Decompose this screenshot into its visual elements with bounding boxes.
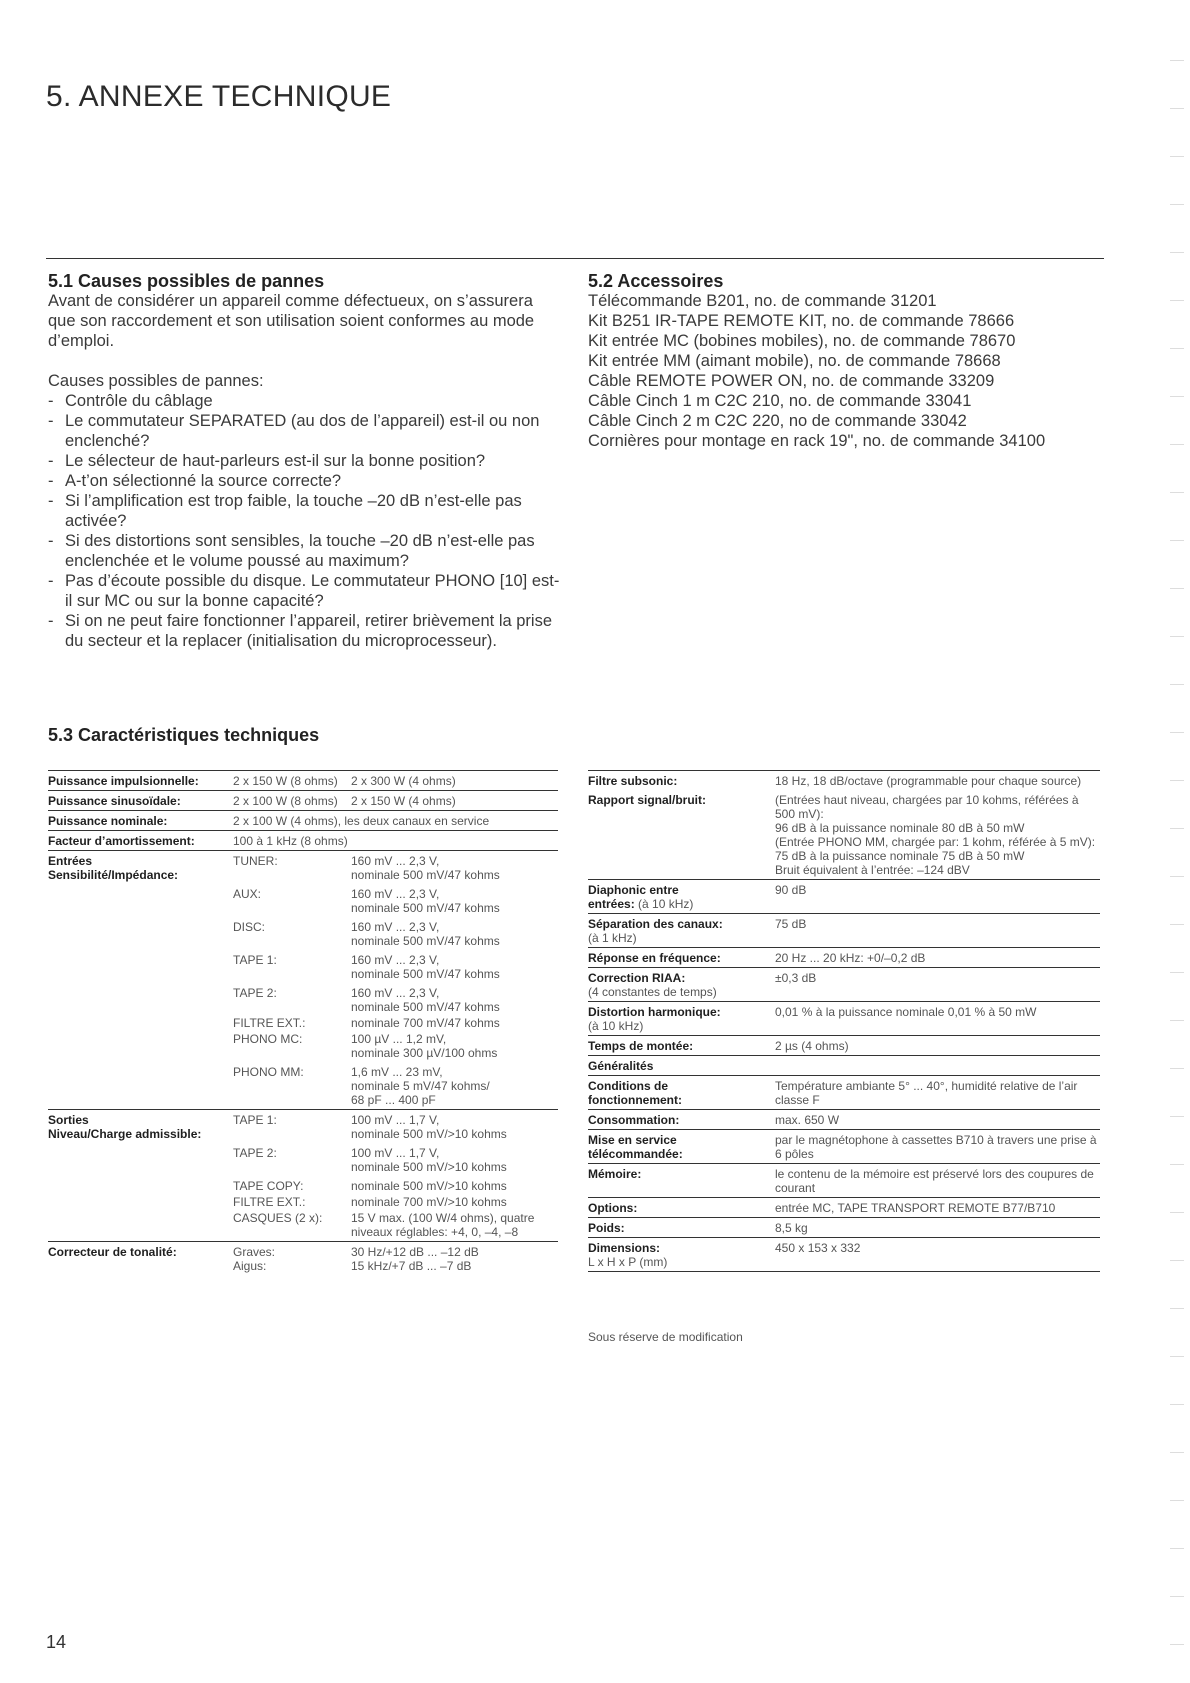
spec-value: 2 x 100 W (8 ohms) — [233, 791, 351, 811]
spec-value — [351, 1110, 558, 1144]
spec-subname: TAPE COPY: — [233, 1179, 304, 1193]
table-row — [48, 1143, 558, 1176]
spec-value — [351, 1032, 558, 1062]
spec-value — [351, 1062, 558, 1110]
section-troubleshooting — [48, 271, 563, 651]
accessories-heading: 5.2 Accessoires — [588, 271, 724, 291]
table-row — [48, 771, 558, 791]
troubleshooting-list — [48, 391, 563, 651]
list-item: - Si l’amplification est trop faible, la touche –20 dB n’est-elle pas activée? — [48, 491, 563, 531]
spec-label — [588, 880, 775, 914]
margin-mark — [1170, 1452, 1184, 1453]
spec-value — [351, 884, 558, 917]
table-row — [588, 1238, 1100, 1272]
spec-label — [588, 1076, 775, 1110]
spec-value-line: nominale 500 mV/47 kohms — [351, 868, 500, 882]
table-row — [588, 1110, 1100, 1130]
spec-value — [351, 851, 558, 885]
table-row — [588, 948, 1100, 968]
spec-value-line: nominale 500 mV/>10 kohms — [351, 1160, 507, 1174]
table-row — [588, 1218, 1100, 1238]
spec-label-line: Sorties — [48, 1113, 89, 1127]
spec-value-line: Bruit équivalent à l’entrée: –124 dBV — [775, 863, 970, 877]
specs-table-left — [48, 770, 558, 1275]
troubleshooting-heading: 5.1 Causes possibles de pannes — [48, 271, 325, 291]
spec-subname: TAPE 2: — [233, 1146, 277, 1160]
spec-label: Facteur d’amortissement: — [48, 831, 233, 851]
spec-value: 18 Hz, 18 dB/octave (programmable pour chaque source) — [775, 771, 1100, 791]
spec-subname: TAPE 2: — [233, 986, 277, 1000]
table-row — [48, 831, 558, 851]
spec-value: 450 x 153 x 332 — [775, 1238, 1100, 1272]
list-item: Câble Cinch 2 m C2C 220, no de commande 33042 — [588, 412, 967, 430]
spec-subname: FILTRE EXT.: — [233, 1195, 306, 1209]
margin-mark — [1170, 732, 1184, 733]
margin-mark — [1170, 1644, 1184, 1645]
spec-group-label: Généralités — [588, 1056, 1100, 1076]
spec-subname — [233, 1242, 351, 1276]
spec-value: 8,5 kg — [775, 1218, 1100, 1238]
spec-value: 2 x 150 W (8 ohms) — [233, 771, 351, 791]
spec-value: ±0,3 dB — [775, 968, 1100, 1002]
margin-mark — [1170, 300, 1184, 301]
margin-mark — [1170, 1212, 1184, 1213]
spec-label-sub: L x H x P (mm) — [588, 1255, 668, 1269]
margin-mark — [1170, 684, 1184, 685]
spec-value-line: 100 mV ... 1,7 V, — [351, 1113, 440, 1127]
spec-value-line: 1,6 mV ... 23 mV, — [351, 1065, 443, 1079]
spec-value — [351, 917, 558, 950]
table-row — [48, 1110, 558, 1144]
spec-value-line: 15 V max. (100 W/4 ohms), quatre — [351, 1211, 535, 1225]
margin-mark — [1170, 1260, 1184, 1261]
margin-mark — [1170, 1548, 1184, 1549]
disclaimer-note: Sous réserve de modification — [588, 1330, 743, 1344]
spec-subname: AUX: — [233, 887, 262, 901]
spec-label-line: entrées: — [588, 897, 635, 911]
spec-value-line: 75 dB à la puissance nominale 75 dB à 50 mW — [775, 849, 1025, 863]
spec-label-line: Mise en service — [588, 1133, 677, 1147]
spec-value: 2 x 300 W (4 ohms) — [351, 771, 558, 791]
page-title: 5. ANNEXE TECHNIQUE — [46, 80, 392, 113]
spec-value-line: nominale 500 mV/47 kohms — [351, 967, 500, 981]
margin-mark — [1170, 1164, 1184, 1165]
spec-value: 20 Hz ... 20 kHz: +0/–0,2 dB — [775, 948, 1100, 968]
table-row — [588, 1130, 1100, 1164]
table-row — [48, 851, 558, 885]
spec-label — [588, 914, 775, 948]
list-item: - Si des distortions sont sensibles, la touche –20 dB n’est-elle pas enclenchée et le volume poussé au maximum? — [48, 531, 563, 571]
list-item: - Si on ne peut faire fonctionner l’appareil, retirer brièvement la prise du secteur et la replacer (initialisation du microprocesseur). — [48, 611, 563, 651]
spec-value — [351, 1143, 558, 1176]
margin-mark — [1170, 972, 1184, 973]
spec-subname: FILTRE EXT.: — [233, 1016, 306, 1030]
margin-mark — [1170, 60, 1184, 61]
spec-label — [588, 1002, 775, 1036]
spec-value: 2 µs (4 ohms) — [775, 1036, 1100, 1056]
spec-value: 100 à 1 kHz (8 ohms) — [233, 831, 558, 851]
spec-value-line: nominale 500 mV/47 kohms — [351, 901, 500, 915]
table-row — [588, 914, 1100, 948]
spec-value: entrée MC, TAPE TRANSPORT REMOTE B77/B710 — [775, 1198, 1100, 1218]
margin-mark — [1170, 1308, 1184, 1309]
table-row — [588, 1198, 1100, 1218]
margin-mark — [1170, 780, 1184, 781]
spec-value: 75 dB — [775, 914, 1100, 948]
table-row — [48, 983, 558, 1016]
spec-label-line: Entrées — [48, 854, 93, 868]
spec-value: 2 x 100 W (4 ohms), les deux canaux en service — [233, 811, 558, 831]
troubleshooting-intro: Avant de considérer un appareil comme défectueux, on s’assurera que son raccordement et son utilisation soient conformes au mode d’emploi. — [48, 292, 535, 350]
spec-label: Mémoire: — [588, 1164, 775, 1198]
spec-label — [588, 1238, 775, 1272]
table-row — [588, 790, 1100, 880]
spec-subname: PHONO MC: — [233, 1032, 303, 1046]
spec-label-sub: (à 10 kHz) — [588, 1019, 644, 1033]
table-row — [588, 771, 1100, 791]
table-row — [48, 791, 558, 811]
spec-value-line: 160 mV ... 2,3 V, — [351, 920, 440, 934]
margin-mark — [1170, 492, 1184, 493]
table-row — [48, 811, 558, 831]
margin-mark — [1170, 1596, 1184, 1597]
spec-label-sub: (à 10 kHz) — [638, 897, 694, 911]
table-row — [48, 1195, 558, 1211]
margin-mark — [1170, 204, 1184, 205]
list-item: - Contrôle du câblage — [48, 391, 563, 411]
spec-value-line: niveaux réglables: +4, 0, –4, –8 — [351, 1225, 519, 1239]
spec-value — [351, 983, 558, 1016]
spec-value-line: 100 µV ... 1,2 mV, — [351, 1032, 447, 1046]
spec-label-line: télécommandée: — [588, 1147, 683, 1161]
spec-label-line: Niveau/Charge admissible: — [48, 1127, 202, 1141]
table-row — [48, 917, 558, 950]
specs-table-right — [588, 770, 1100, 1272]
spec-value — [351, 1211, 558, 1242]
spec-value-line: (Entrée PHONO MM, chargée par: 1 kohm, référée à 5 mV): — [775, 835, 1096, 849]
table-row — [48, 1016, 558, 1032]
margin-mark — [1170, 1116, 1184, 1117]
table-row — [588, 1036, 1100, 1056]
margin-mark — [1170, 396, 1184, 397]
list-item: Câble Cinch 1 m C2C 210, no. de commande 33041 — [588, 392, 972, 410]
margin-mark — [1170, 924, 1184, 925]
margin-mark — [1170, 1020, 1184, 1021]
spec-label: Temps de montée: — [588, 1036, 775, 1056]
spec-label: Options: — [588, 1198, 775, 1218]
table-row — [48, 950, 558, 983]
margin-mark — [1170, 828, 1184, 829]
spec-value: max. 650 W — [775, 1110, 1100, 1130]
margin-mark — [1170, 1500, 1184, 1501]
table-row — [48, 884, 558, 917]
spec-label-sub: (à 1 kHz) — [588, 931, 637, 945]
spec-label-line: Séparation des canaux: — [588, 917, 723, 931]
list-item: Kit entrée MC (bobines mobiles), no. de commande 78670 — [588, 332, 1016, 350]
list-item: Cornières pour montage en rack 19", no. de commande 34100 — [588, 432, 1046, 450]
spec-value-line: 15 kHz/+7 dB ... –7 dB — [351, 1259, 472, 1273]
spec-label: Consommation: — [588, 1110, 775, 1130]
list-item: Câble REMOTE POWER ON, no. de commande 33209 — [588, 372, 995, 390]
spec-label-line: Sensibilité/Impédance: — [48, 868, 179, 882]
spec-value-line: 160 mV ... 2,3 V, — [351, 986, 440, 1000]
spec-subname: TAPE 1: — [233, 1110, 351, 1144]
list-item: - Le sélecteur de haut-parleurs est-il sur la bonne position? — [48, 451, 563, 471]
spec-subname: PHONO MM: — [233, 1065, 304, 1079]
list-item: - A-t’on sélectionné la source correcte? — [48, 471, 563, 491]
spec-value: nominale 700 mV/47 kohms — [351, 1016, 500, 1030]
table-row — [588, 1056, 1100, 1076]
spec-value-line: 160 mV ... 2,3 V, — [351, 953, 440, 967]
spec-value-line: nominale 500 mV/>10 kohms — [351, 1127, 507, 1141]
table-row — [588, 1002, 1100, 1036]
spec-label-line: Correction RIAA: — [588, 971, 686, 985]
spec-value: 2 x 150 W (4 ohms) — [351, 791, 558, 811]
spec-label — [588, 1130, 775, 1164]
list-item: - Pas d’écoute possible du disque. Le commutateur PHONO [10] est-il sur MC ou sur la bonne capacité? — [48, 571, 563, 611]
table-row — [48, 1032, 558, 1062]
table-row — [48, 1176, 558, 1195]
spec-value — [351, 1242, 558, 1276]
spec-value-line: 100 mV ... 1,7 V, — [351, 1146, 440, 1160]
margin-mark — [1170, 1068, 1184, 1069]
margin-mark — [1170, 588, 1184, 589]
spec-label: Puissance nominale: — [48, 811, 233, 831]
table-row — [588, 1164, 1100, 1198]
spec-value-line: (Entrées haut niveau, chargées par 10 kohms, référées à 500 mV): — [775, 793, 1079, 821]
spec-value: nominale 500 mV/>10 kohms — [351, 1179, 507, 1193]
spec-label: Puissance impulsionnelle: — [48, 771, 233, 791]
margin-mark — [1170, 156, 1184, 157]
spec-subname-line: Aigus: — [233, 1259, 267, 1273]
spec-subname: CASQUES (2 x): — [233, 1211, 323, 1225]
table-row — [48, 1062, 558, 1110]
margin-mark — [1170, 636, 1184, 637]
spec-label — [48, 851, 233, 885]
table-row — [588, 1076, 1100, 1110]
list-item: - Le commutateur SEPARATED (au dos de l’appareil) est-il ou non enclenché? — [48, 411, 563, 451]
spec-value-line: nominale 5 mV/47 kohms/ — [351, 1079, 490, 1093]
margin-mark — [1170, 540, 1184, 541]
spec-subname: DISC: — [233, 920, 266, 934]
spec-subname-line: Graves: — [233, 1245, 276, 1259]
spec-label: Correcteur de tonalité: — [48, 1242, 233, 1276]
spec-value-line: nominale 500 mV/47 kohms — [351, 934, 500, 948]
margin-mark — [1170, 108, 1184, 109]
list-item: Télécommande B201, no. de commande 31201 — [588, 292, 937, 310]
section-divider — [46, 258, 1104, 259]
spec-label-sub: (4 constantes de temps) — [588, 985, 717, 999]
spec-label: Puissance sinusoïdale: — [48, 791, 233, 811]
table-row — [48, 1211, 558, 1242]
margin-mark — [1170, 1356, 1184, 1357]
page-number: 14 — [46, 1632, 67, 1652]
margin-mark — [1170, 252, 1184, 253]
spec-value: 90 dB — [775, 880, 1100, 914]
spec-value-line: nominale 500 mV/47 kohms — [351, 1000, 500, 1014]
spec-label: Poids: — [588, 1218, 775, 1238]
spec-label — [588, 968, 775, 1002]
spec-value — [775, 790, 1100, 880]
spec-label-line: Distortion harmonique: — [588, 1005, 721, 1019]
spec-value: nominale 700 mV/>10 kohms — [351, 1195, 507, 1209]
spec-value-line: nominale 300 µV/100 ohms — [351, 1046, 498, 1060]
table-row — [48, 1242, 558, 1276]
spec-subname: TAPE 1: — [233, 953, 277, 967]
list-item: Kit entrée MM (aimant mobile), no. de commande 78668 — [588, 352, 1001, 370]
spec-value-line: 96 dB à la puissance nominale 80 dB à 50 mW — [775, 821, 1025, 835]
spec-label-line: Dimensions: — [588, 1241, 661, 1255]
section-accessories — [588, 271, 1108, 451]
spec-subname: TUNER: — [233, 851, 351, 885]
spec-value-line: 68 pF ... 400 pF — [351, 1093, 436, 1107]
margin-mark — [1170, 876, 1184, 877]
spec-label: Filtre subsonic: — [588, 771, 775, 791]
spec-value: Température ambiante 5° ... 40°, humidité relative de l’air classe F — [775, 1076, 1100, 1110]
spec-label-line: Diaphonic entre — [588, 883, 679, 897]
spec-label-line: fonctionnement: — [588, 1093, 682, 1107]
specs-heading: 5.3 Caractéristiques techniques — [48, 725, 320, 745]
troubleshooting-list-title: Causes possibles de pannes: — [48, 372, 264, 390]
spec-value: 0,01 % à la puissance nominale 0,01 % à 50 mW — [775, 1002, 1100, 1036]
margin-mark — [1170, 444, 1184, 445]
spec-value-line: 160 mV ... 2,3 V, — [351, 887, 440, 901]
spec-value: le contenu de la mémoire est préservé lors des coupures de courant — [775, 1164, 1100, 1198]
table-row — [588, 968, 1100, 1002]
margin-mark — [1170, 348, 1184, 349]
margin-mark — [1170, 1404, 1184, 1405]
spec-value — [351, 950, 558, 983]
spec-label: Réponse en fréquence: — [588, 948, 775, 968]
spec-label — [48, 1110, 233, 1144]
table-row — [588, 880, 1100, 914]
spec-value-line: 160 mV ... 2,3 V, — [351, 854, 440, 868]
spec-value: par le magnétophone à cassettes B710 à travers une prise à 6 pôles — [775, 1130, 1100, 1164]
spec-label-line: Conditions de — [588, 1079, 668, 1093]
list-item: Kit B251 IR-TAPE REMOTE KIT, no. de commande 78666 — [588, 312, 1015, 330]
spec-value-line: 30 Hz/+12 dB ... –12 dB — [351, 1245, 479, 1259]
spec-label: Rapport signal/bruit: — [588, 793, 706, 807]
